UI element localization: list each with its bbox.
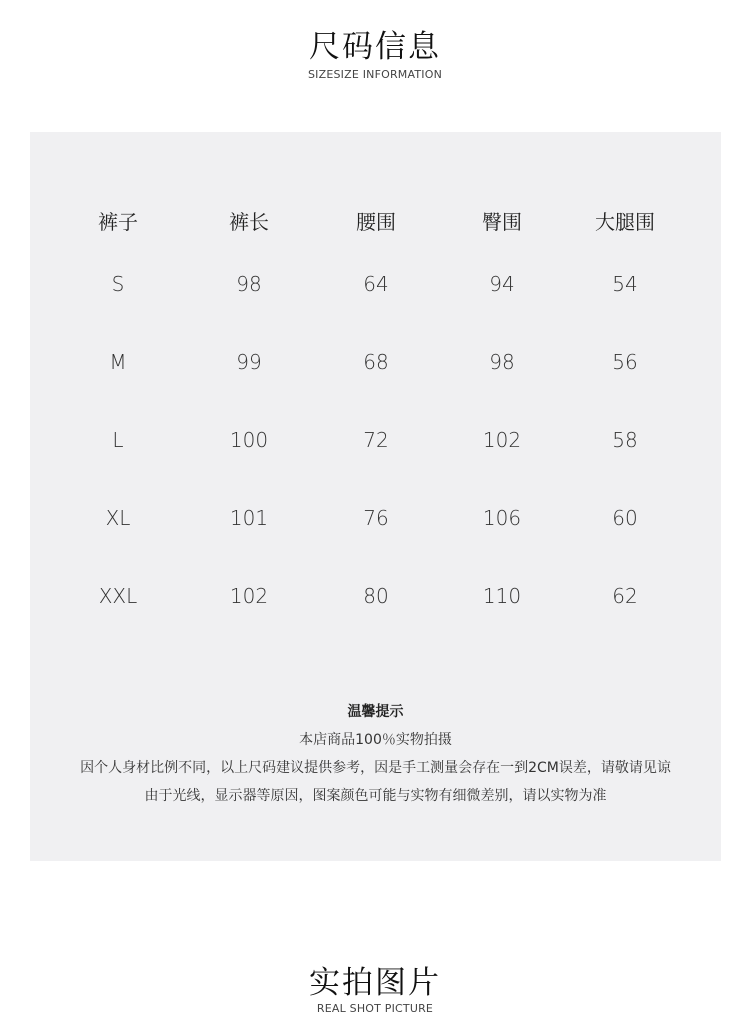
notes-block	[30, 698, 721, 810]
size-info-subtitle: SIZESIZE INFORMATION	[307, 68, 443, 81]
waist-cell: 80	[363, 584, 389, 608]
thigh-cell: 56	[612, 350, 638, 374]
size-cell: M	[109, 350, 127, 374]
notes-line-3: 由于光线，显示器等原因，图案颜色可能与实物有细微差别，请以实物为准	[144, 788, 607, 804]
table-row	[30, 420, 721, 460]
header-pants: 裤子	[98, 210, 138, 234]
size-cell: XL	[105, 506, 131, 530]
table-row	[30, 498, 721, 538]
length-cell: 100	[229, 428, 269, 452]
thigh-cell: 60	[612, 506, 638, 530]
header-length: 裤长	[229, 210, 269, 234]
real-shot-subtitle: REAL SHOT PICTURE	[316, 1002, 434, 1015]
table-header-row	[30, 202, 721, 242]
header-waist: 腰围	[356, 210, 396, 234]
length-cell: 98	[236, 272, 262, 296]
header-thigh: 大腿围	[595, 210, 655, 234]
notes-title: 温馨提示	[347, 704, 404, 720]
hip-cell: 102	[482, 428, 522, 452]
header-hip: 臀围	[482, 210, 522, 234]
hip-cell: 98	[489, 350, 515, 374]
thigh-cell: 54	[612, 272, 638, 296]
size-info-title: 尺码信息	[309, 29, 441, 65]
notes-line-2: 因个人身材比例不同，以上尺码建议提供参考，因是手工测量会存在一到2CM误差，请敬请见谅	[80, 760, 671, 776]
real-shot-title: 实拍图片	[309, 965, 441, 1001]
waist-cell: 72	[363, 428, 389, 452]
waist-cell: 68	[363, 350, 389, 374]
table-row	[30, 576, 721, 616]
length-cell: 101	[229, 506, 269, 530]
waist-cell: 64	[363, 272, 389, 296]
hip-cell: 94	[489, 272, 515, 296]
waist-cell: 76	[363, 506, 389, 530]
thigh-cell: 62	[612, 584, 638, 608]
hip-cell: 110	[482, 584, 522, 608]
table-row	[30, 264, 721, 304]
thigh-cell: 58	[612, 428, 638, 452]
size-chart-panel	[30, 132, 721, 861]
size-cell: XXL	[98, 584, 138, 608]
hip-cell: 106	[482, 506, 522, 530]
length-cell: 99	[236, 350, 262, 374]
table-row	[30, 342, 721, 382]
notes-line-1: 本店商品100％实物拍摄	[299, 732, 452, 748]
size-cell: S	[111, 272, 125, 296]
length-cell: 102	[229, 584, 269, 608]
size-cell: L	[112, 428, 124, 452]
